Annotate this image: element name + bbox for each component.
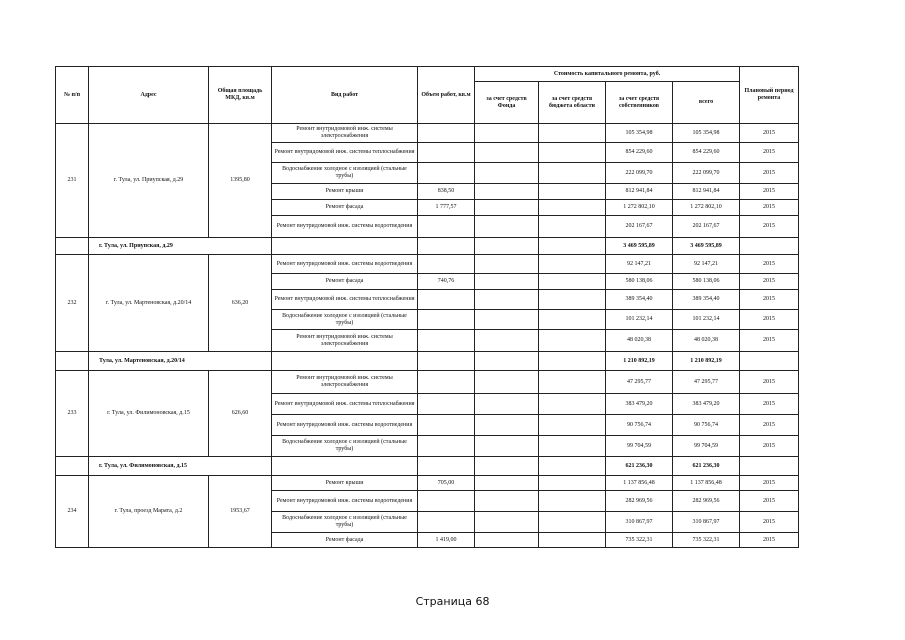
row-work: Ремонт внутридомовой инж. системы электроснабжения <box>272 124 418 143</box>
row-owners: 812 941,84 <box>606 184 673 200</box>
row-owners: 282 969,56 <box>606 491 673 512</box>
row-fund <box>475 310 539 330</box>
row-work: Водоснабжение холодное с изоляцией (стальные трубы) <box>272 163 418 184</box>
row-volume: 838,50 <box>418 184 475 200</box>
row-region <box>539 274 606 290</box>
row-total: 383 479,20 <box>673 394 740 415</box>
summary-label: г. Тула, ул. Приупская, д.29 <box>89 238 272 255</box>
summary-region <box>539 238 606 255</box>
row-region <box>539 371 606 394</box>
row-fund <box>475 476 539 491</box>
row-period: 2015 <box>740 394 799 415</box>
row-period: 2015 <box>740 512 799 533</box>
row-work: Ремонт внутридомовой инж. системы водоотведения <box>272 415 418 436</box>
table-body <box>56 124 799 548</box>
row-period: 2015 <box>740 124 799 143</box>
row-total: 389 354,40 <box>673 290 740 310</box>
row-total: 101 232,14 <box>673 310 740 330</box>
page-number: Страница 68 <box>415 595 490 608</box>
row-fund <box>475 200 539 216</box>
row-period: 2015 <box>740 143 799 163</box>
summary-fund <box>475 457 539 476</box>
row-volume <box>418 216 475 238</box>
row-num: 234 <box>56 476 89 548</box>
row-region <box>539 124 606 143</box>
summary-region <box>539 457 606 476</box>
row-work: Ремонт внутридомовой инж. системы электроснабжения <box>272 371 418 394</box>
summary-owners: 1 210 892,19 <box>606 352 673 371</box>
row-period: 2015 <box>740 476 799 491</box>
row-region <box>539 533 606 548</box>
row-volume <box>418 163 475 184</box>
row-region <box>539 143 606 163</box>
row-total: 812 941,84 <box>673 184 740 200</box>
row-owners: 92 147,21 <box>606 255 673 274</box>
row-work: Водоснабжение холодное с изоляцией (стальные трубы) <box>272 512 418 533</box>
row-address: г. Тула, ул. Мартеновская, д.20/14 <box>89 255 209 352</box>
row-period: 2015 <box>740 436 799 457</box>
row-volume <box>418 290 475 310</box>
row-total: 282 969,56 <box>673 491 740 512</box>
summary-total: 1 210 892,19 <box>673 352 740 371</box>
row-fund <box>475 415 539 436</box>
row-fund <box>475 371 539 394</box>
row-fund <box>475 274 539 290</box>
summary-period <box>740 457 799 476</box>
row-work: Ремонт внутридомовой инж. системы электроснабжения <box>272 330 418 352</box>
summary-row <box>56 457 799 476</box>
row-owners: 101 232,14 <box>606 310 673 330</box>
row-work: Ремонт фасада <box>272 274 418 290</box>
row-num: 231 <box>56 124 89 238</box>
row-total: 48 020,38 <box>673 330 740 352</box>
row-address: г. Тула, ул. Филимоновская, д.15 <box>89 371 209 457</box>
header-total: всего <box>673 82 740 124</box>
row-total: 90 756,74 <box>673 415 740 436</box>
summary-row <box>56 352 799 371</box>
row-period: 2015 <box>740 330 799 352</box>
summary-region <box>539 352 606 371</box>
row-num: 233 <box>56 371 89 457</box>
header-area: Общая площадь МКД, кв.м <box>209 67 272 124</box>
row-work: Ремонт фасада <box>272 200 418 216</box>
row-volume: 1 419,00 <box>418 533 475 548</box>
summary-total: 3 469 595,89 <box>673 238 740 255</box>
summary-period <box>740 352 799 371</box>
row-total: 1 272 802,10 <box>673 200 740 216</box>
row-fund <box>475 163 539 184</box>
row-total: 854 229,60 <box>673 143 740 163</box>
row-period: 2015 <box>740 310 799 330</box>
row-region <box>539 436 606 457</box>
row-fund <box>475 290 539 310</box>
row-volume <box>418 255 475 274</box>
row-owners: 735 322,31 <box>606 533 673 548</box>
row-period: 2015 <box>740 216 799 238</box>
row-fund <box>475 491 539 512</box>
row-area: 1395,80 <box>209 124 272 238</box>
header-volume: Объем работ, кв.м <box>418 67 475 124</box>
row-volume <box>418 436 475 457</box>
table-row <box>56 124 799 143</box>
row-work: Ремонт крыши <box>272 184 418 200</box>
row-area: 1953,67 <box>209 476 272 548</box>
row-owners: 1 137 856,48 <box>606 476 673 491</box>
header-num: № п/п <box>56 67 89 124</box>
row-owners: 1 272 802,10 <box>606 200 673 216</box>
summary-fund <box>475 238 539 255</box>
table-row <box>56 255 799 274</box>
summary-total: 621 236,30 <box>673 457 740 476</box>
row-total: 735 322,31 <box>673 533 740 548</box>
row-period: 2015 <box>740 200 799 216</box>
row-fund <box>475 533 539 548</box>
row-total: 92 147,21 <box>673 255 740 274</box>
row-owners: 383 479,20 <box>606 394 673 415</box>
row-area: 626,60 <box>209 371 272 457</box>
summary-row <box>56 238 799 255</box>
row-fund <box>475 216 539 238</box>
row-work: Ремонт внутридомовой инж. системы теплоснабжения <box>272 143 418 163</box>
row-area: 636,20 <box>209 255 272 352</box>
row-owners: 48 020,38 <box>606 330 673 352</box>
row-period: 2015 <box>740 415 799 436</box>
row-volume <box>418 124 475 143</box>
row-fund <box>475 124 539 143</box>
row-work: Ремонт крыши <box>272 476 418 491</box>
row-work: Ремонт внутридомовой инж. системы водоотведения <box>272 491 418 512</box>
summary-work <box>272 352 418 371</box>
row-address: г. Тула, ул. Приупская, д.29 <box>89 124 209 238</box>
row-fund <box>475 255 539 274</box>
row-region <box>539 255 606 274</box>
row-work: Ремонт внутридомовой инж. системы водоотведения <box>272 216 418 238</box>
row-region <box>539 163 606 184</box>
row-region <box>539 184 606 200</box>
row-owners: 105 354,98 <box>606 124 673 143</box>
row-region <box>539 310 606 330</box>
row-region <box>539 216 606 238</box>
row-volume: 1 777,57 <box>418 200 475 216</box>
row-period: 2015 <box>740 163 799 184</box>
row-address: г. Тула, проезд Марата, д.2 <box>89 476 209 548</box>
capital-repair-table <box>55 66 799 548</box>
row-fund <box>475 512 539 533</box>
header-work-type: Вид работ <box>272 67 418 124</box>
row-owners: 202 167,67 <box>606 216 673 238</box>
row-total: 310 867,97 <box>673 512 740 533</box>
row-owners: 310 867,97 <box>606 512 673 533</box>
row-total: 105 354,98 <box>673 124 740 143</box>
row-region <box>539 200 606 216</box>
row-volume <box>418 415 475 436</box>
row-total: 222 099,70 <box>673 163 740 184</box>
summary-num <box>56 457 89 476</box>
row-owners: 222 099,70 <box>606 163 673 184</box>
header-cost-group: Стоимость капитального ремонта, руб. <box>475 67 740 82</box>
row-period: 2015 <box>740 184 799 200</box>
summary-num <box>56 352 89 371</box>
row-volume <box>418 512 475 533</box>
row-period: 2015 <box>740 274 799 290</box>
summary-work <box>272 238 418 255</box>
table-row <box>56 476 799 491</box>
row-total: 580 138,06 <box>673 274 740 290</box>
summary-label: г. Тула, ул. Филимоновская, д.15 <box>89 457 272 476</box>
summary-work <box>272 457 418 476</box>
row-volume: 705,00 <box>418 476 475 491</box>
header-address: Адрес <box>89 67 209 124</box>
row-owners: 389 354,40 <box>606 290 673 310</box>
row-period: 2015 <box>740 491 799 512</box>
summary-period <box>740 238 799 255</box>
row-fund <box>475 436 539 457</box>
row-volume <box>418 371 475 394</box>
table-row <box>56 371 799 394</box>
row-owners: 99 704,59 <box>606 436 673 457</box>
summary-owners: 3 469 595,89 <box>606 238 673 255</box>
row-work: Ремонт внутридомовой инж. системы водоотведения <box>272 255 418 274</box>
summary-volume <box>418 457 475 476</box>
row-region <box>539 491 606 512</box>
row-volume <box>418 394 475 415</box>
summary-fund <box>475 352 539 371</box>
row-total: 99 704,59 <box>673 436 740 457</box>
row-work: Ремонт фасада <box>272 533 418 548</box>
summary-volume <box>418 352 475 371</box>
row-region <box>539 415 606 436</box>
row-volume <box>418 330 475 352</box>
row-owners: 90 756,74 <box>606 415 673 436</box>
row-region <box>539 290 606 310</box>
row-region <box>539 512 606 533</box>
row-fund <box>475 330 539 352</box>
row-total: 47 295,77 <box>673 371 740 394</box>
summary-label: Тула, ул. Мартеновская, д.20/14 <box>89 352 272 371</box>
row-total: 1 137 856,48 <box>673 476 740 491</box>
row-total: 202 167,67 <box>673 216 740 238</box>
row-owners: 47 295,77 <box>606 371 673 394</box>
row-volume <box>418 143 475 163</box>
header-owners: за счет средств собственников <box>606 82 673 124</box>
row-work: Ремонт внутридомовой инж. системы теплоснабжения <box>272 290 418 310</box>
row-volume: 740,76 <box>418 274 475 290</box>
row-volume <box>418 491 475 512</box>
row-period: 2015 <box>740 533 799 548</box>
row-region <box>539 394 606 415</box>
row-work: Ремонт внутридомовой инж. системы теплоснабжения <box>272 394 418 415</box>
summary-num <box>56 238 89 255</box>
row-region <box>539 476 606 491</box>
row-region <box>539 330 606 352</box>
summary-volume <box>418 238 475 255</box>
row-work: Водоснабжение холодное с изоляцией (стальные трубы) <box>272 436 418 457</box>
summary-owners: 621 236,30 <box>606 457 673 476</box>
row-fund <box>475 394 539 415</box>
header-fund: за счет средств Фонда <box>475 82 539 124</box>
row-owners: 854 229,60 <box>606 143 673 163</box>
row-volume <box>418 310 475 330</box>
row-period: 2015 <box>740 290 799 310</box>
row-num: 232 <box>56 255 89 352</box>
header-period: Плановый период ремонта <box>740 67 799 124</box>
row-work: Водоснабжение холодное с изоляцией (стальные трубы) <box>272 310 418 330</box>
row-fund <box>475 143 539 163</box>
row-period: 2015 <box>740 371 799 394</box>
header-region: за счет средств бюджета области <box>539 82 606 124</box>
row-period: 2015 <box>740 255 799 274</box>
row-owners: 580 138,06 <box>606 274 673 290</box>
row-fund <box>475 184 539 200</box>
